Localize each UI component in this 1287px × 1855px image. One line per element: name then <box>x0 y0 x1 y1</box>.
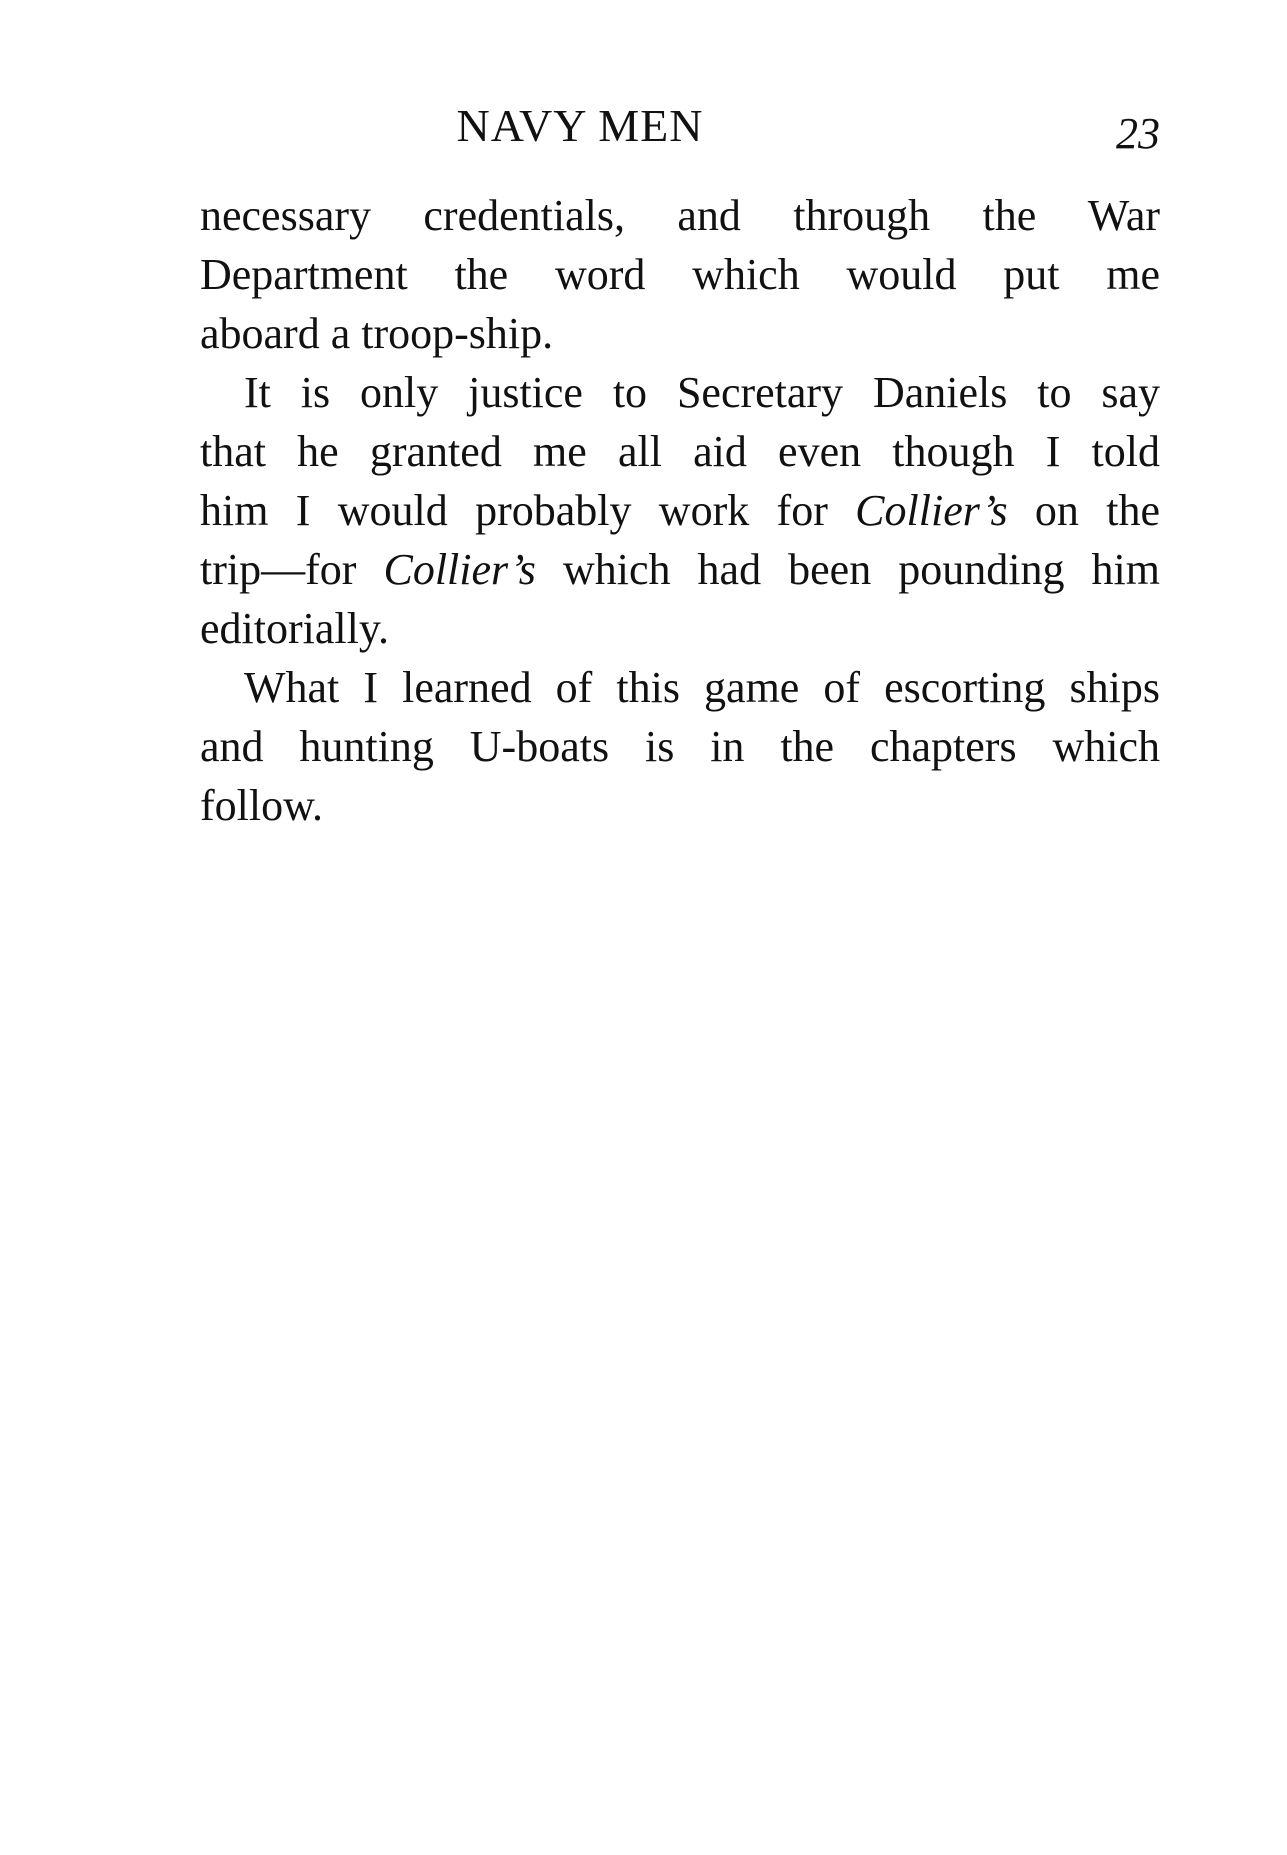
text-run: him I would probably work for <box>200 486 856 535</box>
text-line: necessary credentials, and through the War <box>200 191 1160 240</box>
running-head <box>200 98 1160 158</box>
text-line: What I learned of this game of escorting ships <box>244 663 1160 712</box>
text-line <box>200 481 1160 540</box>
running-title: NAVY MEN <box>456 100 704 151</box>
italic-title: Collier’s <box>855 486 1008 535</box>
paragraph-1 <box>200 186 1160 363</box>
text-line: It is only justice to Secretary Daniels to say <box>244 368 1160 417</box>
paragraph-3 <box>200 658 1160 835</box>
text-line: aboard a troop-ship. <box>200 309 554 358</box>
text-line: follow. <box>200 781 324 830</box>
text-run: trip—for <box>200 545 384 594</box>
text-line: that he granted me all aid even though I told <box>200 427 1160 476</box>
text-run: which had been pounding him <box>535 545 1160 594</box>
paragraph-2 <box>200 363 1160 658</box>
text-line: and hunting U-boats is in the chapters which <box>200 722 1160 771</box>
page-number: 23 <box>1116 109 1160 158</box>
text-line <box>200 540 1160 599</box>
italic-title: Collier’s <box>383 545 536 594</box>
body-text <box>200 186 1160 835</box>
text-run: on the <box>1007 486 1160 535</box>
text-line: editorially. <box>200 604 389 653</box>
text-line: Department the word which would put me <box>200 250 1160 299</box>
